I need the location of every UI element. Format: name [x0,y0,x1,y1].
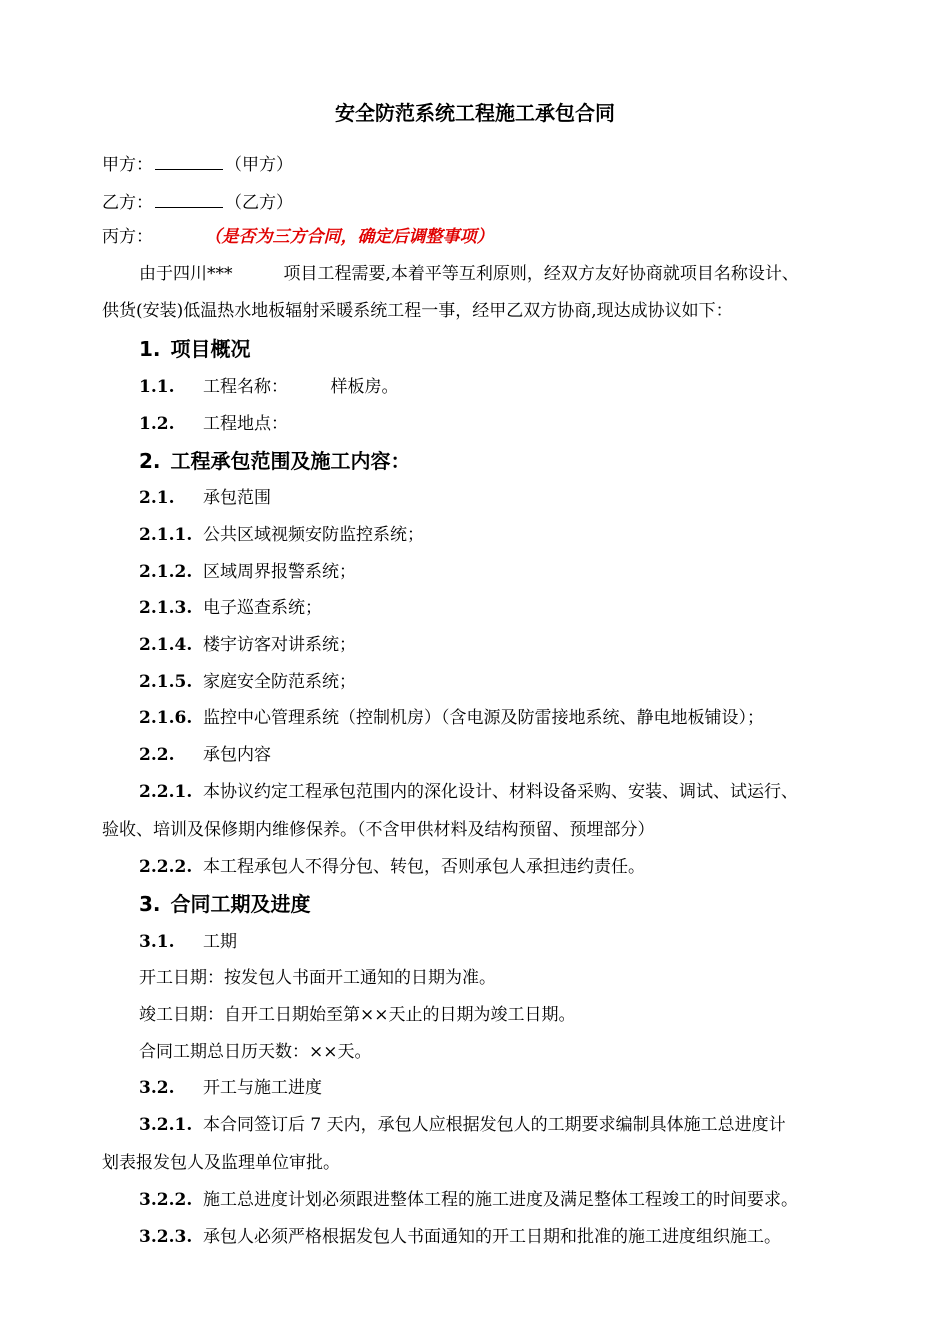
start-date-line: 开工日期：按发包人书面开工通知的日期为准。 [139,968,496,988]
total-days-line: 合同工期总日历天数：××天。 [139,1042,372,1062]
clause-2-1-5: 2.1.5. 家庭安全防范系统； [139,672,356,692]
clause-2-1-4: 2.1.4. 楼宇访客对讲系统； [139,635,356,655]
clause-2-1-6: 2.1.6. 监控中心管理系统（控制机房）（含电源及防雷接地系统、静电地板铺设）； [139,708,764,728]
party-a-note: （甲方） [225,155,293,175]
clause-2-1-2: 2.1.2. 区域周界报警系统； [139,562,356,582]
clause-3-2-3: 3.2.3. 承包人必须严格根据发包人书面通知的开工日期和批准的施工进度组织施工。 [139,1227,781,1247]
party-b-blank [155,189,223,208]
party-a-blank [155,151,223,170]
clause-3-2-2: 3.2.2. 施工总进度计划必须跟进整体工程的施工进度及满足整体工程竣工的时间要求。 [139,1190,798,1210]
clause-2-2-1: 2.2.1. 本协议约定工程承包范围内的深化设计、材料设备采购、安装、调试、试运行、 [139,782,798,802]
section-3-heading: 3. 合同工期及进度 [139,892,311,916]
document-title: 安全防范系统工程施工承包合同 [335,101,615,125]
party-a-label: 甲方： [102,155,153,175]
party-c-line [102,226,494,248]
clause-2-1: 2.1. 承包范围 [139,488,271,508]
party-c-label: 丙方： [102,227,153,247]
section-2-heading: 2. 工程承包范围及施工内容： [139,449,411,473]
party-b-note: （乙方） [225,193,293,213]
section-1-heading: 1. 项目概况 [139,337,251,361]
intro-line-2: 供货(安装)低温热水地板辐射采暖系统工程一事，经甲乙双方协商,现达成协议如下： [102,301,733,321]
clause-2-1-1: 2.1.1. 公共区域视频安防监控系统； [139,525,424,545]
party-c-note: （是否为三方合同，确定后调整事项） [213,227,494,247]
party-a-line [102,151,293,176]
clause-1-2: 1.2. 工程地点： [139,414,288,434]
clause-3-2: 3.2. 开工与施工进度 [139,1078,322,1098]
clause-1-1: 1.1. 工程名称： 样板房。 [139,377,399,397]
clause-2-1-3: 2.1.3. 电子巡查系统； [139,598,322,618]
clause-2-2-2: 2.2.2. 本工程承包人不得分包、转包，否则承包人承担违约责任。 [139,857,645,877]
party-b-line [102,189,293,214]
intro-line-1: 由于四川*** 项目工程需要,本着平等互利原则，经双方友好协商就项目名称设计、 [139,264,799,284]
clause-3-1: 3.1. 工期 [139,932,237,952]
clause-2-2: 2.2. 承包内容 [139,745,271,765]
party-b-label: 乙方： [102,193,153,213]
clause-2-2-1-cont: 验收、培训及保修期内维修保养。（不含甲供材料及结构预留、预埋部分） [102,820,655,840]
clause-3-2-1-cont: 划表报发包人及监理单位审批。 [102,1153,340,1173]
end-date-line: 竣工日期：自开工日期始至第××天止的日期为竣工日期。 [139,1005,576,1025]
clause-3-2-1: 3.2.1. 本合同签订后 7 天内，承包人应根据发包人的工期要求编制具体施工总进度计 [139,1115,786,1135]
